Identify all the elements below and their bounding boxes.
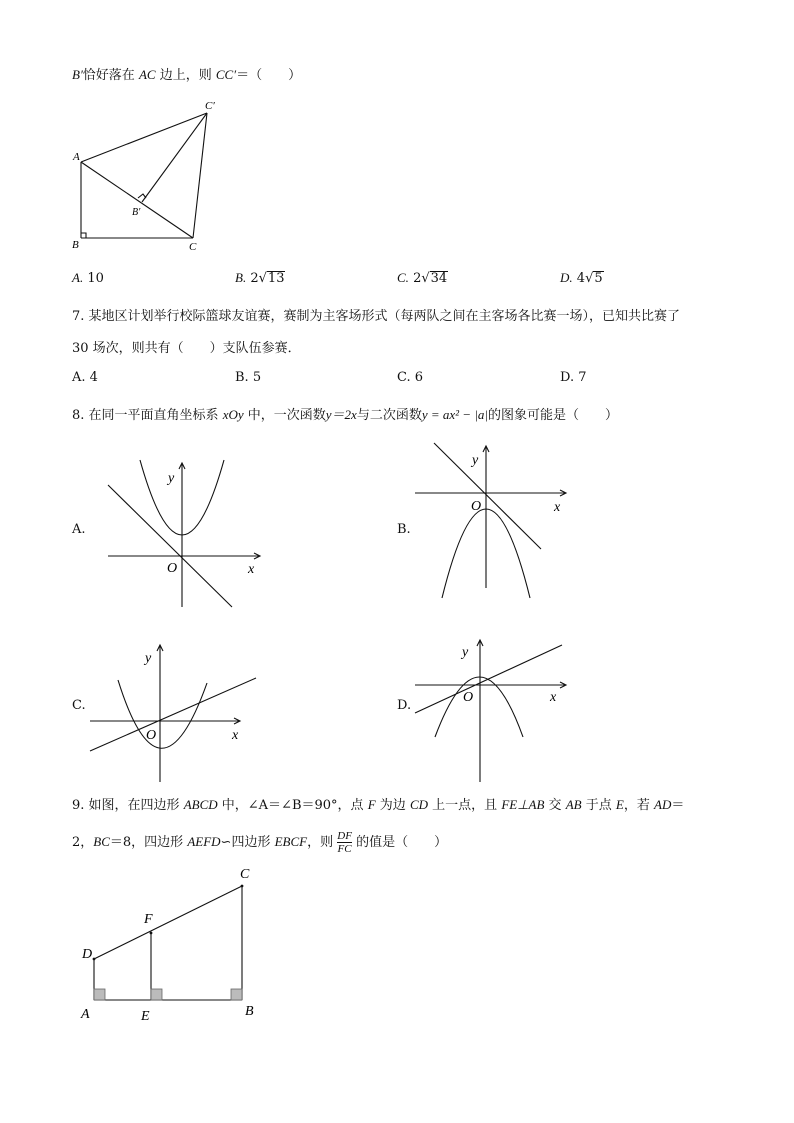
q6-option-c[interactable]	[397, 270, 448, 286]
q6-question-tail	[72, 66, 301, 85]
q9-text-1a: 9. 如图，在四边形	[72, 798, 180, 813]
q8-text-1: 8. 在同一平面直角坐标系	[72, 408, 219, 423]
q9-aefd: AEFD	[187, 834, 221, 849]
q9-e: E	[615, 797, 624, 812]
q6-option-b-coef: 2	[250, 271, 259, 286]
q6-bprime: B′	[72, 67, 83, 82]
q6-option-d-coef: 4	[576, 271, 586, 286]
q8-graph-c-y: y	[145, 651, 152, 666]
q8-xoy: xOy	[222, 407, 244, 422]
q8-text-3: 与二次函数	[356, 408, 422, 423]
q6-label-c: C	[189, 241, 197, 253]
q6-option-c-key: C.	[397, 270, 409, 285]
q8-graph-c[interactable]	[85, 640, 260, 785]
q8-graph-d-label[interactable]: D.	[397, 698, 412, 713]
q9-text-1i: 交	[548, 798, 562, 813]
q9-label-c: C	[240, 867, 250, 882]
q8-graph-a-y: y	[168, 471, 175, 486]
q6-option-c-coef: 2	[413, 271, 422, 286]
q9-fraction-den: FC	[337, 843, 352, 855]
q8-text-2: 中，一次函数	[247, 408, 326, 423]
q9-fraction-num: DF	[337, 830, 352, 842]
q9-text-2a: 2，	[72, 835, 94, 850]
q9-text-2h: 的值是（ ）	[356, 835, 448, 850]
q8-graph-c-label[interactable]: C.	[72, 698, 86, 713]
q9-text-1e: 为边	[379, 798, 406, 813]
q9-ab: AB	[565, 797, 582, 812]
q9-label-d: D	[82, 947, 93, 962]
q7-line-1: 7. 某地区计划举行校际篮球友谊赛，赛制为主客场形式（每两队之间在主客场各比赛一场），已知共比赛了	[72, 309, 681, 324]
q9-line-2	[72, 830, 447, 855]
q8-graph-c-x: x	[232, 728, 239, 743]
q6-option-b[interactable]	[235, 270, 285, 286]
q8-graph-b-origin: O	[471, 499, 482, 514]
q6-option-b-key: B.	[235, 270, 247, 285]
q6-option-d-key: D.	[560, 270, 573, 285]
q9-line-1	[72, 796, 684, 815]
q6-cc: CC′	[215, 67, 237, 82]
q9-label-a: A	[81, 1007, 90, 1022]
q6-option-c-radical: √34	[421, 271, 448, 286]
q9-bc: BC	[93, 834, 110, 849]
q8-graph-d[interactable]	[410, 637, 575, 787]
q6-label-bprime: B′	[132, 207, 141, 218]
q9-text-2g: ，则	[307, 835, 334, 850]
q6-text-mid: 恰好落在	[82, 68, 135, 83]
q9-cd: CD	[409, 797, 429, 812]
q6-option-a[interactable]	[72, 270, 104, 286]
q8-graph-d-origin: O	[463, 690, 474, 705]
q8-graph-b-x: x	[554, 500, 561, 515]
q8-graph-d-y: y	[462, 645, 469, 660]
q8-graph-a[interactable]	[100, 455, 270, 615]
q6-option-c-radicand: 34	[430, 271, 448, 286]
q9-ebcf: EBCF	[274, 834, 308, 849]
q6-option-d[interactable]	[560, 270, 604, 286]
q6-option-b-radicand: 13	[267, 271, 285, 286]
q9-text-1m: ，若	[623, 798, 650, 813]
q9-text-2e: ∽四边形	[220, 835, 271, 850]
q8-linear-fn: y＝2x	[325, 407, 357, 422]
q9-ad: AD	[654, 797, 672, 812]
q9-fraction	[337, 830, 352, 855]
q9-fe-perp-ab: FE⊥AB	[501, 797, 545, 812]
q8-graph-a-x: x	[248, 562, 255, 577]
q9-text-1c: 中，∠A＝∠B＝90°，点	[221, 798, 364, 813]
q6-text-end: ＝（ ）	[236, 68, 302, 83]
q7-line-2: 30 场次，则共有（ ）支队伍参赛．	[72, 341, 301, 356]
q6-option-d-radical: √5	[585, 271, 603, 286]
q8-question	[72, 406, 618, 425]
q9-label-f: F	[144, 912, 153, 927]
q6-label-b: B	[72, 239, 79, 251]
q9-label-b: B	[245, 1004, 254, 1019]
q6-option-b-radical: √13	[258, 271, 285, 286]
q6-text-edge: 边上，则	[159, 68, 212, 83]
q6-label-cprime: C′	[205, 100, 215, 112]
q7-option-b[interactable]: B. 5	[235, 370, 262, 385]
q9-text-1k: 于点	[585, 798, 612, 813]
q8-text-4: 的图象可能是（ ）	[487, 408, 618, 423]
q8-quadratic-fn: y = ax² − |a|	[421, 407, 488, 422]
q8-graph-d-x: x	[550, 690, 557, 705]
q9-text-1o: ＝	[671, 798, 685, 813]
q6-figure	[66, 96, 226, 256]
q9-label-e: E	[141, 1009, 150, 1024]
q8-graph-b-label[interactable]: B.	[397, 522, 411, 537]
q6-label-a: A	[73, 151, 80, 163]
q6-option-a-key: A.	[72, 270, 84, 285]
q8-graph-b-y: y	[472, 453, 479, 468]
q9-f: F	[367, 797, 376, 812]
q6-ac: AC	[138, 67, 156, 82]
q7-option-c[interactable]: C. 6	[397, 370, 424, 385]
q8-graph-c-origin: O	[146, 728, 157, 743]
q7-option-a[interactable]: A. 4	[72, 370, 98, 385]
q8-graph-a-origin: O	[167, 561, 178, 576]
q9-text-1g: 上一点，且	[432, 798, 498, 813]
q7-option-d[interactable]: D. 7	[560, 370, 587, 385]
q8-graph-b[interactable]	[410, 440, 575, 602]
q8-graph-a-label[interactable]: A.	[72, 522, 86, 537]
q6-option-d-radicand: 5	[594, 271, 603, 286]
q9-figure	[72, 862, 272, 1027]
q9-text-2c: ＝8，四边形	[109, 835, 184, 850]
q6-option-a-value: 10	[87, 271, 104, 286]
q9-abcd: ABCD	[183, 797, 218, 812]
